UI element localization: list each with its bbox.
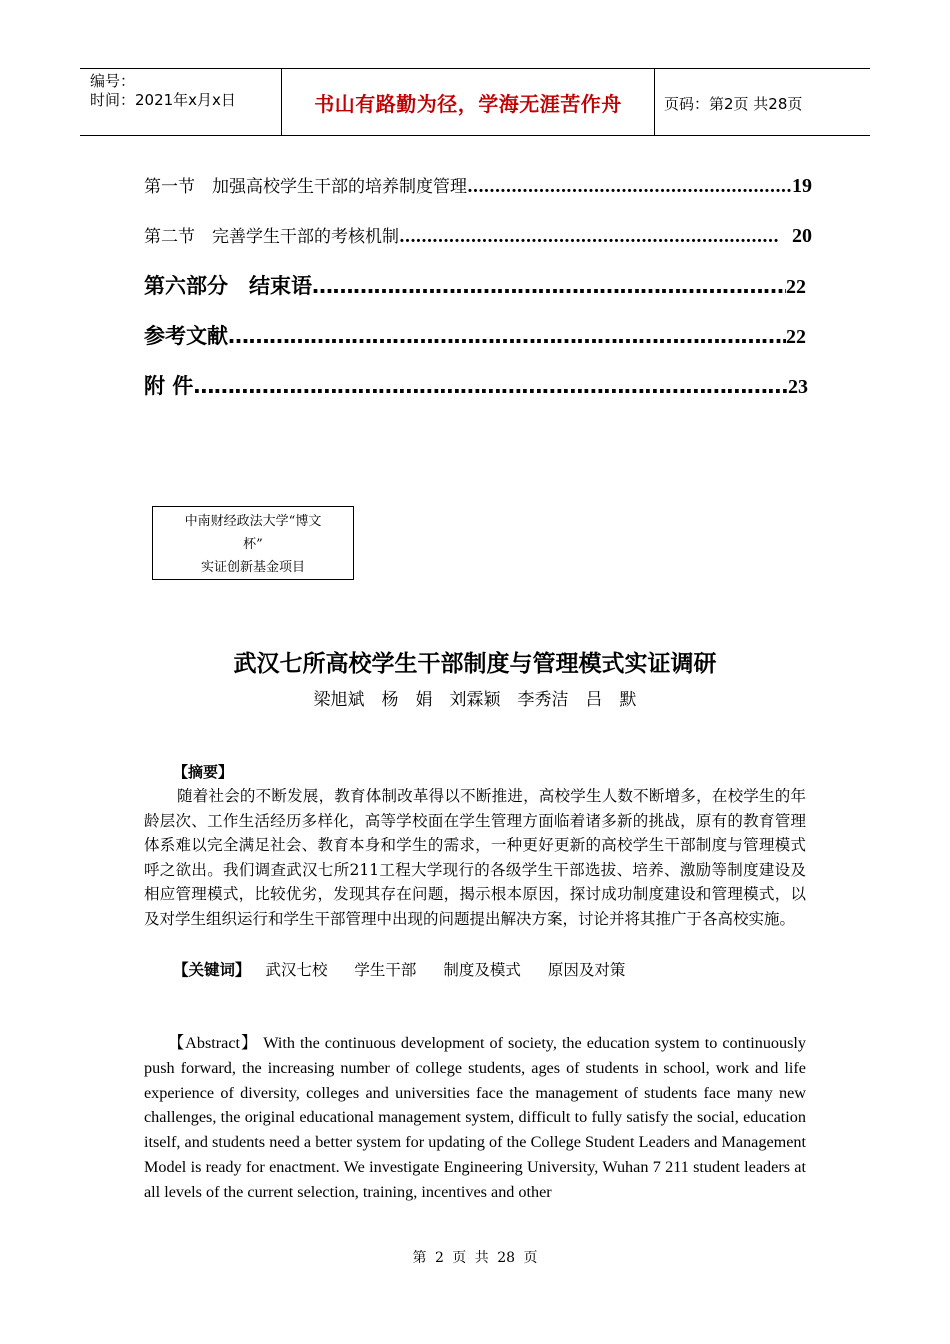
header-motto: 书山有路勤为径，学海无涯苦作舟	[314, 92, 622, 116]
toc-leader-dots	[193, 374, 788, 398]
toc-entry[interactable]	[144, 270, 806, 300]
toc-entry-page: 20	[792, 225, 812, 247]
abstract-label: 【摘要】	[173, 763, 234, 781]
toc-leader-dots	[467, 177, 792, 197]
fund-project-box	[152, 506, 354, 580]
toc-entry[interactable]	[144, 370, 808, 400]
toc-entry[interactable]	[144, 320, 806, 350]
fund-box-line: 中南财经政法大学“博文	[184, 514, 322, 529]
english-abstract-body: 【Abstract】 With the continuous development of society, the education system to continuously push forward, the increasing number of college students, ages of students in school, work and life experience of diversity, colleges and universities face the management of students face many new challenges, the original educational management system, difficult to fully satisfy the social, education itself, and students need a better system for updating of the College Student Leaders and Management Model is ready for enactment. We investigate Engineering University, Wuhan 7 211 student leaders at all levels of the current selection, training, incentives and other	[144, 1034, 806, 1201]
toc-entry[interactable]	[144, 172, 812, 198]
header-bottom-rule	[80, 135, 870, 136]
toc-entry-title: 附 件	[144, 374, 194, 398]
toc-leader-dots	[312, 274, 786, 298]
paper-authors: 梁旭斌 杨 娟 刘霖颖 李秀洁 吕 默	[313, 690, 637, 710]
keyword: 学生干部	[354, 961, 417, 979]
keyword: 原因及对策	[547, 961, 626, 979]
document-date: 时间：2021年x月x日	[90, 91, 236, 109]
toc-entry-title: 第六部分 结束语	[144, 274, 312, 298]
toc-entry-page: 22	[786, 326, 806, 348]
header-meta	[90, 72, 236, 110]
fund-box-line: 杯”	[243, 537, 263, 552]
toc-leader-dots	[399, 227, 780, 247]
paper-title: 武汉七所高校学生干部制度与管理模式实证调研	[233, 651, 717, 677]
keyword: 制度及模式	[443, 961, 521, 979]
header-top-rule	[80, 68, 870, 69]
toc-entry-page: 19	[792, 175, 812, 197]
document-number-label: 编号：	[90, 72, 136, 90]
page-footer: 第 2 页 共 28 页	[412, 1250, 538, 1266]
toc-entry-page: 23	[788, 376, 808, 398]
abstract-body: 随着社会的不断发展，教育体制改革得以不断推进，高校学生人数不断增多，在校学生的年龄层次、工作生活经历多样化，高等学校面在学生管理方面临着诸多新的挑战，原有的教育管理体系难以完全满足社会、教育本身和学生的需求，一种更好更新的高校学生干部制度与管理模式呼之欲出。我们调查武汉七所211工程大学现行的各级学生干部选拔、培养、激励等制度建设及相应管理模式，比较优劣，发现其存在问题，揭示根本原因，探讨成功制度建设和管理模式，以及对学生组织运行和学生干部管理中出现的问题提出解决方案，讨论并将其推广于各高校实施。	[144, 787, 806, 928]
toc-leader-dots	[228, 324, 786, 348]
toc-entry-title: 参考文献	[144, 324, 228, 348]
keywords-label: 【关键词】	[173, 961, 251, 979]
toc-entry-title: 第一节 加强高校学生干部的培养制度管理	[144, 177, 467, 197]
keywords-line	[173, 958, 647, 980]
toc-entry[interactable]	[144, 222, 812, 248]
toc-entry-page: 22	[786, 276, 806, 298]
keyword: 武汉七校	[265, 961, 328, 979]
fund-box-line: 实证创新基金项目	[200, 560, 305, 575]
header-page-info: 页码：第2页 共28页	[664, 95, 803, 113]
toc-entry-title: 第二节 完善学生干部的考核机制	[144, 227, 399, 247]
header-divider-2	[654, 68, 655, 136]
